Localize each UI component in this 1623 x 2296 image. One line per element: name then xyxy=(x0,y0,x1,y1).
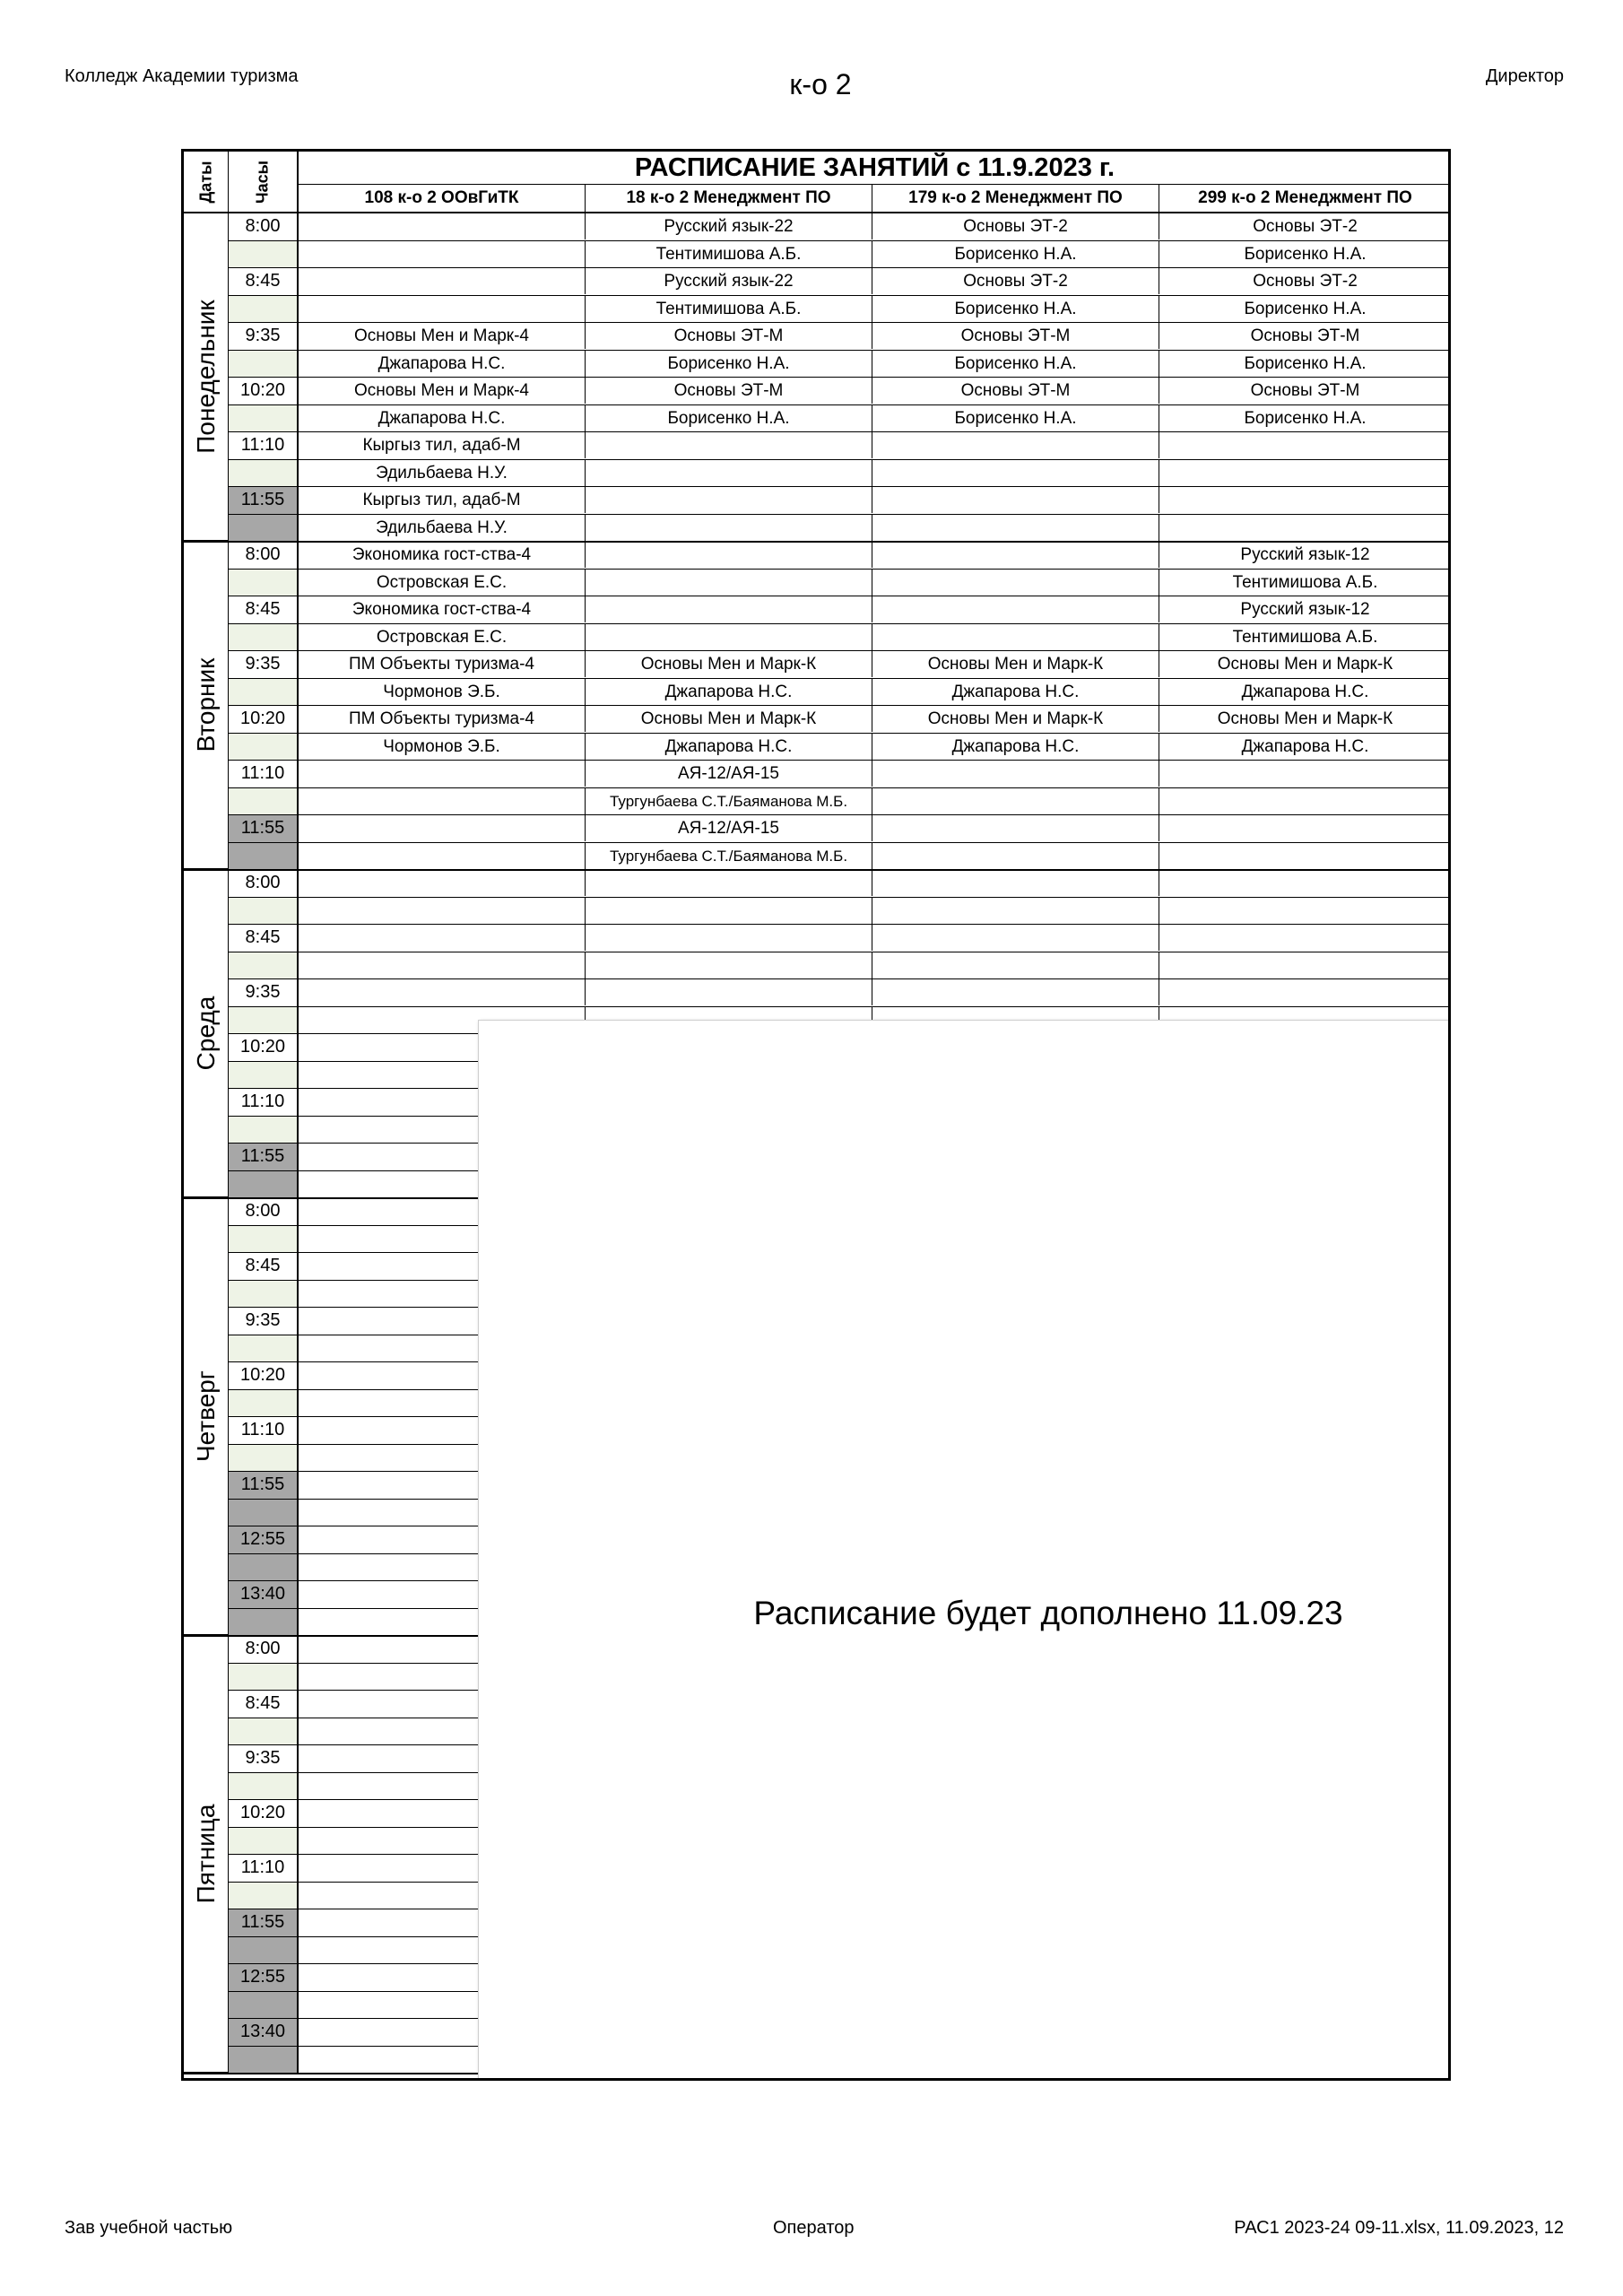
schedule-cell xyxy=(872,788,1159,814)
schedule-cell: Тентимишова А.Б. xyxy=(1232,627,1378,647)
table-row xyxy=(299,788,1451,816)
schedule-cell: Тентимишова А.Б. xyxy=(586,241,872,267)
table-row xyxy=(299,351,1451,378)
day-label xyxy=(184,1636,229,2074)
schedule-cell: Борисенко Н.А. xyxy=(1244,299,1367,318)
table-row xyxy=(299,296,1451,324)
schedule-cell xyxy=(586,542,872,568)
time-slot-spacer xyxy=(229,1281,299,1309)
col-hours-header: Часы xyxy=(229,152,299,213)
time-slot-spacer xyxy=(229,1007,299,1035)
header-director: Директор xyxy=(1485,66,1564,86)
schedule-cell xyxy=(299,952,586,978)
time-slot: 10:20 xyxy=(229,706,299,734)
schedule-cell: Основы ЭТ-М xyxy=(872,378,1159,404)
table-row xyxy=(299,432,1451,460)
time-slot: 11:55 xyxy=(229,487,299,515)
schedule-cell xyxy=(1159,870,1451,896)
schedule-cell xyxy=(586,925,872,951)
schedule-cell xyxy=(872,432,1159,458)
time-slot-spacer xyxy=(229,1117,299,1144)
schedule-cell: Экономика гост-ства-4 xyxy=(299,542,586,568)
time-slot-spacer xyxy=(229,1335,299,1363)
table-row xyxy=(299,651,1451,679)
schedule-cell: Основы ЭТ-2 xyxy=(872,268,1159,294)
schedule-cell: Эдильбаева Н.У. xyxy=(299,460,586,486)
time-slot-spacer xyxy=(229,405,299,433)
day-name: Пятница xyxy=(191,1804,220,1904)
schedule-cell xyxy=(299,268,586,294)
schedule-cell xyxy=(299,761,586,787)
schedule-cell: Русский язык-22 xyxy=(586,268,872,294)
schedule-cell xyxy=(299,843,586,869)
schedule-cell: Основы Мен и Марк-К xyxy=(586,706,872,732)
time-slot-spacer xyxy=(229,1773,299,1801)
time-slot-spacer xyxy=(229,624,299,652)
time-slot-spacer xyxy=(229,1718,299,1746)
overlay-note-panel xyxy=(478,1020,1451,2081)
day-name: Четверг xyxy=(191,1370,220,1463)
schedule-cell: ПМ Объекты туризма-4 xyxy=(299,706,586,732)
schedule-cell xyxy=(1159,460,1451,486)
time-slot: 8:45 xyxy=(229,1253,299,1281)
schedule-cell xyxy=(872,596,1159,622)
schedule-cell xyxy=(299,241,586,267)
time-slot-spacer xyxy=(229,1937,299,1965)
schedule-cell xyxy=(586,870,872,896)
schedule-cell xyxy=(872,870,1159,896)
schedule-cell: Основы Мен и Марк-К xyxy=(1217,655,1393,674)
table-row xyxy=(299,979,1451,1007)
schedule-cell: Основы Мен и Марк-4 xyxy=(299,378,586,404)
schedule-cell xyxy=(586,979,872,1005)
table-row xyxy=(299,268,1451,296)
time-slot-spacer xyxy=(229,788,299,816)
time-slot: 8:45 xyxy=(229,925,299,952)
day-label xyxy=(184,542,229,870)
time-slot: 10:20 xyxy=(229,1362,299,1390)
time-slot-spacer xyxy=(229,843,299,871)
table-row xyxy=(299,570,1451,597)
schedule-cell xyxy=(299,213,586,239)
time-slot: 8:00 xyxy=(229,1198,299,1226)
schedule-cell: Борисенко Н.А. xyxy=(872,296,1159,322)
time-slot-spacer xyxy=(229,460,299,488)
schedule-cell: Джапарова Н.С. xyxy=(1241,682,1369,701)
time-slot: 10:20 xyxy=(229,1034,299,1062)
group-header: 299 к-о 2 Менеджмент ПО xyxy=(1198,188,1412,207)
time-slot: 11:10 xyxy=(229,761,299,788)
table-row xyxy=(299,870,1451,898)
schedule-cell xyxy=(586,898,872,924)
schedule-cell: Борисенко Н.А. xyxy=(586,405,872,431)
schedule-cell: Основы ЭТ-М xyxy=(1250,381,1360,400)
table-row xyxy=(299,405,1451,433)
schedule-cell xyxy=(1159,925,1451,951)
schedule-cell xyxy=(299,979,586,1005)
schedule-cell xyxy=(872,460,1159,486)
time-slot: 11:10 xyxy=(229,1417,299,1445)
header-college-name: Колледж Академии туризма xyxy=(65,66,299,86)
table-row xyxy=(299,487,1451,515)
schedule-cell: Борисенко Н.А. xyxy=(1244,244,1367,264)
schedule-cell: Тургунбаева С.Т./Баяманова М.Б. xyxy=(586,788,872,814)
time-slot: 11:10 xyxy=(229,1089,299,1117)
schedule-cell xyxy=(299,898,586,924)
schedule-cell xyxy=(1159,487,1451,513)
schedule-cell: Основы Мен и Марк-4 xyxy=(299,323,586,349)
schedule-cell: Основы ЭТ-2 xyxy=(872,213,1159,239)
schedule-cell: Борисенко Н.А. xyxy=(1244,353,1367,373)
schedule-cell: Джапарова Н.С. xyxy=(1241,736,1369,756)
table-row xyxy=(299,706,1451,734)
day-label xyxy=(184,213,229,542)
schedule-cell xyxy=(872,542,1159,568)
schedule-cell xyxy=(1159,761,1451,787)
schedule-cell xyxy=(586,432,872,458)
group-header: 179 к-о 2 Менеджмент ПО xyxy=(872,185,1159,212)
table-row xyxy=(299,952,1451,980)
table-row xyxy=(299,843,1451,871)
time-slot-spacer xyxy=(229,1992,299,2020)
table-row xyxy=(299,542,1451,570)
schedule-table xyxy=(181,149,1451,2081)
time-slot: 8:00 xyxy=(229,213,299,241)
time-slot-spacer xyxy=(229,2047,299,2074)
time-slot-spacer xyxy=(229,734,299,761)
schedule-cell xyxy=(1159,815,1451,841)
time-slot: 11:10 xyxy=(229,1855,299,1883)
time-slot: 13:40 xyxy=(229,2019,299,2047)
time-slot-spacer xyxy=(229,952,299,980)
time-slot-spacer xyxy=(229,351,299,378)
footer-study-head: Зав учебной частью xyxy=(65,2218,233,2238)
schedule-cell xyxy=(1159,898,1451,924)
day-name: Понедельник xyxy=(191,300,220,454)
schedule-cell: Джапарова Н.С. xyxy=(299,405,586,431)
table-row xyxy=(299,761,1451,788)
schedule-cell: Чормонов Э.Б. xyxy=(299,734,586,760)
table-row xyxy=(299,679,1451,707)
time-slot: 8:45 xyxy=(229,268,299,296)
table-row xyxy=(299,378,1451,405)
schedule-cell: Тентимишова А.Б. xyxy=(586,296,872,322)
col-days-header: Даты xyxy=(184,152,229,213)
schedule-cell xyxy=(1159,788,1451,814)
schedule-cell xyxy=(586,624,872,650)
schedule-cell: Основы Мен и Марк-К xyxy=(872,706,1159,732)
schedule-cell xyxy=(299,870,586,896)
time-slot-spacer xyxy=(229,1390,299,1418)
group-header: 108 к-о 2 ООвГиТК xyxy=(299,185,586,212)
time-slot-spacer xyxy=(229,1171,299,1199)
footer-operator: Оператор xyxy=(773,2218,855,2238)
schedule-cell xyxy=(586,570,872,596)
day-label xyxy=(184,1198,229,1636)
table-row xyxy=(299,213,1451,241)
group-header: 18 к-о 2 Менеджмент ПО xyxy=(586,185,872,212)
schedule-cell xyxy=(872,815,1159,841)
time-slot: 13:40 xyxy=(229,1581,299,1609)
schedule-cell xyxy=(872,925,1159,951)
table-row xyxy=(299,241,1451,269)
time-slot-spacer xyxy=(229,241,299,269)
group-headers xyxy=(299,185,1451,213)
schedule-cell: Борисенко Н.А. xyxy=(872,241,1159,267)
schedule-cell: АЯ-12/АЯ-15 xyxy=(586,815,872,841)
table-row xyxy=(299,898,1451,926)
schedule-cell xyxy=(872,843,1159,869)
time-slot: 9:35 xyxy=(229,1745,299,1773)
schedule-cell: Русский язык-22 xyxy=(586,213,872,239)
schedule-cell xyxy=(872,487,1159,513)
schedule-cell xyxy=(299,296,586,322)
time-slot: 9:35 xyxy=(229,979,299,1007)
schedule-cell xyxy=(872,761,1159,787)
time-slot-spacer xyxy=(229,1883,299,1910)
time-slot-spacer xyxy=(229,1664,299,1692)
schedule-cell: Кыргыз тил, адаб-М xyxy=(299,487,586,513)
schedule-cell: Русский язык-12 xyxy=(1240,545,1370,564)
schedule-cell: Борисенко Н.А. xyxy=(1244,408,1367,428)
schedule-cell: Островская Е.С. xyxy=(299,570,586,596)
table-row xyxy=(299,815,1451,843)
time-slot-spacer xyxy=(229,570,299,597)
schedule-cell xyxy=(872,515,1159,541)
schedule-cell: Чормонов Э.Б. xyxy=(299,679,586,705)
schedule-cell: Основы Мен и Марк-К xyxy=(1217,709,1393,728)
time-slot: 8:45 xyxy=(229,596,299,624)
schedule-cell: Основы ЭТ-М xyxy=(1250,326,1360,345)
schedule-cell: Борисенко Н.А. xyxy=(586,351,872,377)
day-name: Вторник xyxy=(191,657,220,752)
time-slot: 11:55 xyxy=(229,1472,299,1500)
schedule-cell: Основы ЭТ-2 xyxy=(1253,272,1358,291)
time-slot-spacer xyxy=(229,1554,299,1582)
schedule-cell xyxy=(586,515,872,541)
schedule-cell: Кыргыз тил, адаб-М xyxy=(299,432,586,458)
schedule-cell xyxy=(299,925,586,951)
table-row xyxy=(299,734,1451,761)
time-slot: 9:35 xyxy=(229,323,299,351)
day-name: Среда xyxy=(191,996,220,1071)
schedule-cell: Основы ЭТ-М xyxy=(586,323,872,349)
table-title: РАСПИСАНИЕ ЗАНЯТИЙ с 11.9.2023 г. xyxy=(299,152,1451,185)
schedule-cell: Русский язык-12 xyxy=(1240,600,1370,619)
time-slot: 8:00 xyxy=(229,1636,299,1664)
schedule-cell xyxy=(1159,515,1451,541)
schedule-cell: Экономика гост-ства-4 xyxy=(299,596,586,622)
schedule-cell: Основы ЭТ-М xyxy=(872,323,1159,349)
schedule-cell xyxy=(1159,952,1451,978)
schedule-cell: Борисенко Н.А. xyxy=(872,405,1159,431)
schedule-cell xyxy=(1159,979,1451,1005)
schedule-cell: Тургунбаева С.Т./Баяманова М.Б. xyxy=(586,843,872,869)
schedule-cell: Джапарова Н.С. xyxy=(586,734,872,760)
schedule-cell: Джапарова Н.С. xyxy=(872,679,1159,705)
schedule-cell: Основы ЭТ-М xyxy=(586,378,872,404)
time-slot: 11:10 xyxy=(229,432,299,460)
schedule-cell xyxy=(586,460,872,486)
schedule-cell xyxy=(872,570,1159,596)
time-slot-spacer xyxy=(229,1445,299,1473)
day-label xyxy=(184,870,229,1198)
table-row xyxy=(299,624,1451,652)
time-slot-spacer xyxy=(229,1226,299,1254)
time-slot: 11:55 xyxy=(229,815,299,843)
time-slot-spacer xyxy=(229,1828,299,1856)
time-slot: 11:55 xyxy=(229,1144,299,1171)
table-row xyxy=(299,925,1451,952)
schedule-cell: Эдильбаева Н.У. xyxy=(299,515,586,541)
schedule-cell: Джапарова Н.С. xyxy=(872,734,1159,760)
schedule-cell: ПМ Объекты туризма-4 xyxy=(299,651,586,677)
schedule-cell: Тентимишова А.Б. xyxy=(1232,572,1378,592)
schedule-cell xyxy=(586,596,872,622)
schedule-cell: Основы Мен и Марк-К xyxy=(872,651,1159,677)
header-department: к-о 2 xyxy=(789,68,852,100)
table-row xyxy=(299,323,1451,351)
time-slot: 12:55 xyxy=(229,1526,299,1554)
time-slot-spacer xyxy=(229,679,299,707)
overlay-note: Расписание будет дополнено 11.09.23 xyxy=(753,1595,1343,1631)
time-slot: 8:00 xyxy=(229,542,299,570)
schedule-cell xyxy=(299,815,586,841)
schedule-cell: АЯ-12/АЯ-15 xyxy=(586,761,872,787)
schedule-cell xyxy=(872,624,1159,650)
time-slot-spacer xyxy=(229,1062,299,1090)
time-slot-spacer xyxy=(229,296,299,324)
schedule-cell xyxy=(872,952,1159,978)
time-slot-spacer xyxy=(229,1500,299,1527)
time-slot-spacer xyxy=(229,515,299,543)
schedule-cell: Борисенко Н.А. xyxy=(872,351,1159,377)
schedule-cell: Основы Мен и Марк-К xyxy=(586,651,872,677)
time-slot: 10:20 xyxy=(229,1800,299,1828)
time-slot: 9:35 xyxy=(229,651,299,679)
time-slot: 8:00 xyxy=(229,870,299,898)
time-slot-spacer xyxy=(229,898,299,926)
schedule-cell xyxy=(299,788,586,814)
schedule-cell xyxy=(872,898,1159,924)
schedule-cell xyxy=(1159,432,1451,458)
time-slot: 12:55 xyxy=(229,1964,299,1992)
time-slot: 11:55 xyxy=(229,1909,299,1937)
table-row xyxy=(299,596,1451,624)
schedule-cell: Островская Е.С. xyxy=(299,624,586,650)
schedule-cell xyxy=(872,979,1159,1005)
schedule-cell xyxy=(586,487,872,513)
table-row xyxy=(299,515,1451,543)
time-slot: 9:35 xyxy=(229,1308,299,1335)
schedule-cell: Джапарова Н.С. xyxy=(299,351,586,377)
time-slot: 10:20 xyxy=(229,378,299,405)
time-slot: 8:45 xyxy=(229,1691,299,1718)
schedule-cell: Джапарова Н.С. xyxy=(586,679,872,705)
footer-file-info: РАС1 2023-24 09-11.xlsx, 11.09.2023, 12 xyxy=(1234,2218,1564,2238)
table-row xyxy=(299,460,1451,488)
schedule-cell xyxy=(586,952,872,978)
time-slot-spacer xyxy=(229,1609,299,1637)
schedule-cell: Основы ЭТ-2 xyxy=(1253,217,1358,236)
schedule-cell xyxy=(1159,843,1451,869)
